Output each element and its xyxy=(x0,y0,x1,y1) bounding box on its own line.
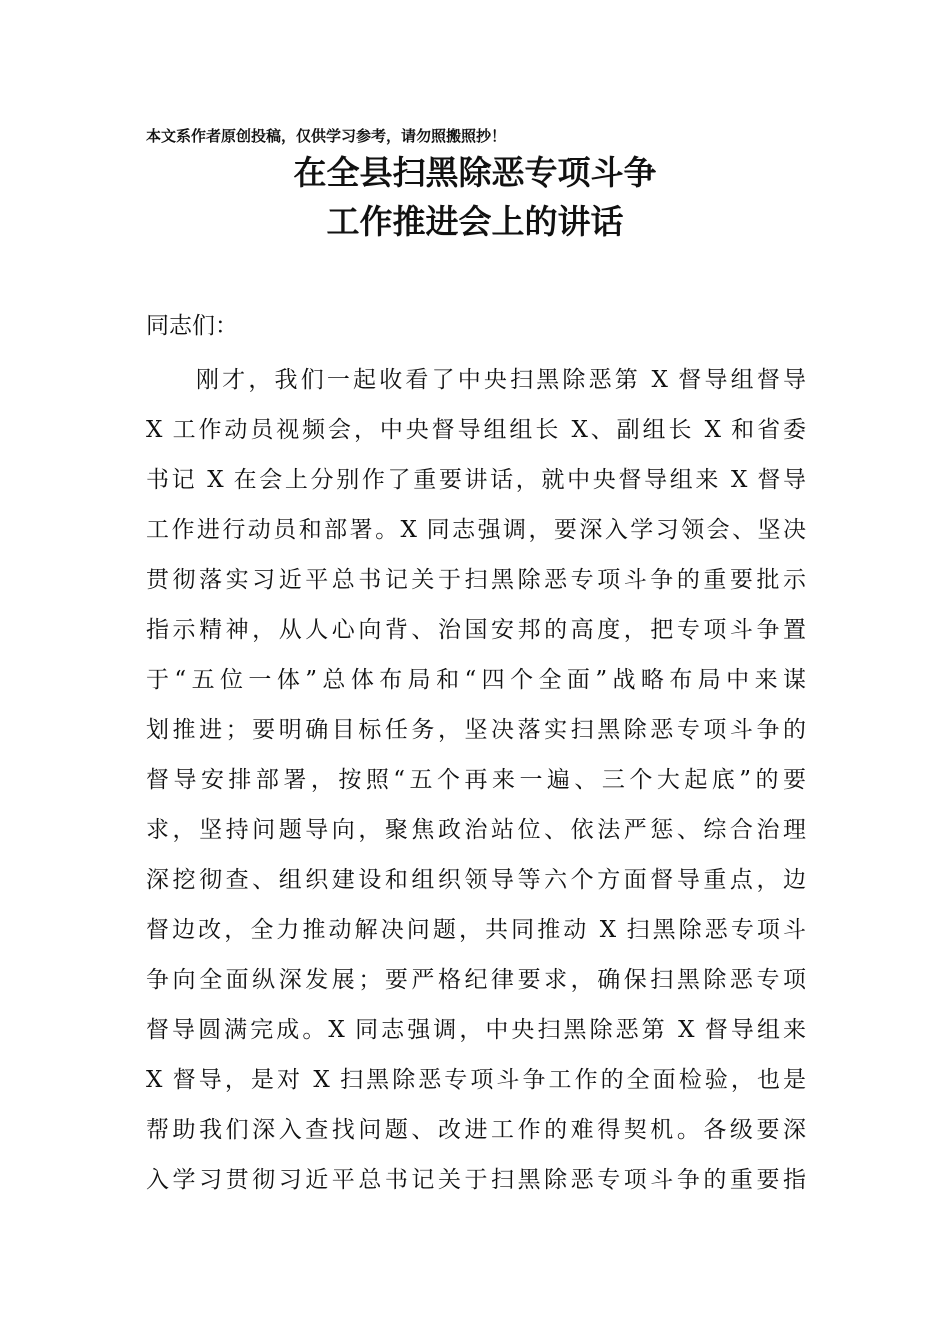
body-line: 争向全面纵深发展；要严格纪律要求，确保扫黑除恶专项 xyxy=(146,967,806,993)
body-line: 指示精神，从人心向背、治国安邦的高度，把专项斗争置 xyxy=(146,617,806,643)
body-line: 划推进；要明确目标任务，坚决落实扫黑除恶专项斗争的 xyxy=(146,717,806,743)
body-line: 贯彻落实习近平总书记关于扫黑除恶专项斗争的重要批示 xyxy=(146,567,806,593)
body-line: 工作进行动员和部署。X 同志强调，要深入学习领会、坚决 xyxy=(146,517,806,543)
body-line: X 督导，是对 X 扫黑除恶专项斗争工作的全面检验，也是 xyxy=(146,1067,806,1093)
body-line: X 工作动员视频会，中央督导组组长 X、副组长 X 和省委 xyxy=(146,417,806,443)
salutation: 同志们： xyxy=(146,313,238,339)
body-line: 求，坚持问题导向，聚焦政治站位、依法严惩、综合治理 xyxy=(146,817,806,843)
body-line: 督边改，全力推动解决问题，共同推动 X 扫黑除恶专项斗 xyxy=(146,917,806,943)
body-line: 深挖彻查、组织建设和组织领导等六个方面督导重点，边 xyxy=(146,867,806,893)
body-line: 刚才，我们一起收看了中央扫黑除恶第 X 督导组督导 xyxy=(196,367,806,393)
body-line: 督导安排部署，按照“五个再来一遍、三个大起底”的要 xyxy=(146,767,806,793)
body-line: 于“五位一体”总体布局和“四个全面”战略布局中来谋 xyxy=(146,667,806,693)
body-line: 入学习贯彻习近平总书记关于扫黑除恶专项斗争的重要指 xyxy=(146,1167,806,1193)
body-line: 帮助我们深入查找问题、改进工作的难得契机。各级要深 xyxy=(146,1117,806,1143)
document-title-line-2: 工作推进会上的讲话 xyxy=(326,202,624,241)
copyright-notice: 本文系作者原创投稿，仅供学习参考，请勿照搬照抄！ xyxy=(146,127,507,145)
body-paragraph xyxy=(146,355,806,1205)
document-title-line-1: 在全县扫黑除恶专项斗争 xyxy=(293,153,657,192)
body-line: 书记 X 在会上分别作了重要讲话，就中央督导组来 X 督导 xyxy=(146,467,806,493)
body-line: 督导圆满完成。X 同志强调，中央扫黑除恶第 X 督导组来 xyxy=(146,1017,806,1043)
